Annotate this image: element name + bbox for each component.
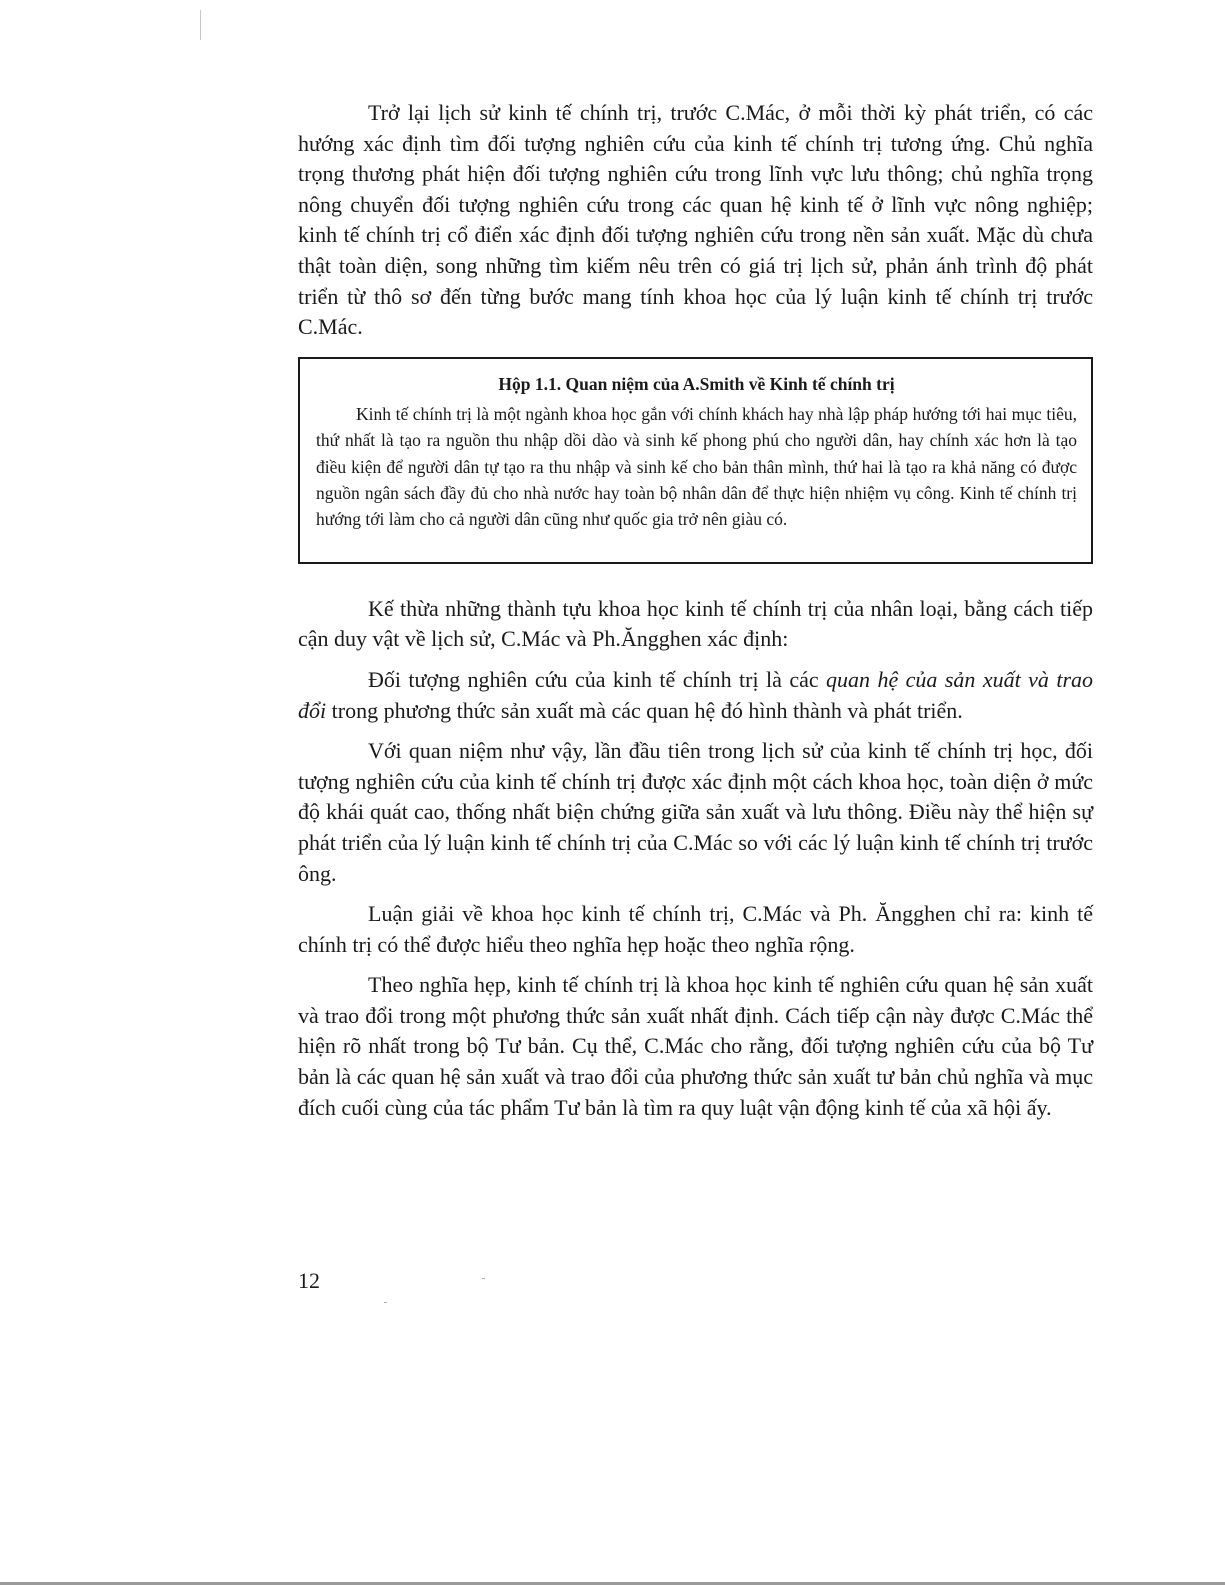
scan-speck bbox=[384, 1302, 387, 1303]
paragraph-definition bbox=[298, 665, 1093, 726]
intro-paragraph: Trở lại lịch sử kinh tế chính trị, trước C.Mác, ở mỗi thời kỳ phát triển, có các hướng xác định tìm đối tượng nghiên cứu của kinh tế chính trị tương ứng. Chủ nghĩa trọng thương phát hiện đối tượng nghiên cứu trong lĩnh vực lưu thông; chủ nghĩa trọng nông chuyển đối tượng nghiên cứu trong các quan hệ kinh tế ở lĩnh vực nông nghiệp; kinh tế chính trị cổ điển xác định đối tượng nghiên cứu trong nền sản xuất. Mặc dù chưa thật toàn diện, song những tìm kiếm nêu trên có giá trị lịch sử, phản ánh trình độ phát triển từ thô sơ đến từng bước mang tính khoa học của lý luận kinh tế chính trị trước C.Mác. bbox=[298, 100, 1093, 340]
info-box bbox=[298, 357, 1093, 564]
paragraph-interpretation: Luận giải về khoa học kinh tế chính trị, C.Mác và Ph. Ăngghen chỉ ra: kinh tế chính trị có thể được hiểu theo nghĩa hẹp hoặc theo nghĩa rộng. bbox=[298, 901, 1093, 957]
info-box-text: Kinh tế chính trị là một ngành khoa học gắn với chính khách hay nhà lập pháp hướng tới hai mục tiêu, thứ nhất là tạo ra nguồn thu nhập dồi dào và sinh kế phong phú cho người dân, hay chính xác hơn là tạo điều kiện để người dân tự tạo ra thu nhập và sinh kế cho bản thân mình, thứ hai là tạo ra khả năng có được nguồn ngân sách đầy đủ cho nhà nước hay toàn bộ nhân dân để thực hiện nhiệm vụ công. Kinh tế chính trị hướng tới làm cho cả người dân cũng như quốc gia trở nên giàu có. bbox=[316, 403, 1077, 530]
paragraph-inheritance: Kế thừa những thành tựu khoa học kinh tế chính trị của nhân loại, bằng cách tiếp cận duy vật về lịch sử, C.Mác và Ph.Ăngghen xác định: bbox=[298, 595, 1093, 652]
definition-emphasis: quan hệ của sản xuất và trao đổi bbox=[298, 666, 1094, 723]
page-content bbox=[298, 98, 1093, 1123]
definition-text-start: Đối tượng nghiên cứu của kinh tế chính trị là các bbox=[368, 666, 827, 692]
body-section bbox=[298, 594, 1093, 1124]
info-box-title: Hộp 1.1. Quan niệm của A.Smith về Kinh tế chính trị bbox=[498, 373, 895, 394]
paragraph-first-time: Với quan niệm như vậy, lần đầu tiên trong lịch sử của kinh tế chính trị học, đối tượng nghiên cứu của kinh tế chính trị được xác định một cách khoa học, toàn diện ở mức độ khái quát cao, thống nhất biện chứng giữa sản xuất và lưu thông. Điều này thể hiện sự phát triển của lý luận kinh tế chính trị của C.Mác so với các lý luận kinh tế chính trị trước ông. bbox=[298, 738, 1093, 886]
scan-speck bbox=[482, 1278, 485, 1279]
paragraph-narrow-sense: Theo nghĩa hẹp, kinh tế chính trị là khoa học kinh tế nghiên cứu quan hệ sản xuất và trao đổi trong một phương thức sản xuất nhất định. Cách tiếp cận này được C.Mác thể hiện rõ nhất trong bộ Tư bản. Cụ thể, C.Mác cho rằng, đối tượng nghiên cứu của bộ Tư bản là các quan hệ sản xuất và trao đổi của phương thức sản xuất tư bản chủ nghĩa và mục đích cuối cùng của tác phẩm Tư bản là tìm ra quy luật vận động kinh tế của xã hội ấy. bbox=[298, 972, 1093, 1120]
definition-text-end: trong phương thức sản xuất mà các quan hệ đó hình thành và phát triển. bbox=[326, 697, 963, 723]
page-edge-mark bbox=[200, 10, 201, 40]
page-number: 12 bbox=[298, 1268, 320, 1293]
